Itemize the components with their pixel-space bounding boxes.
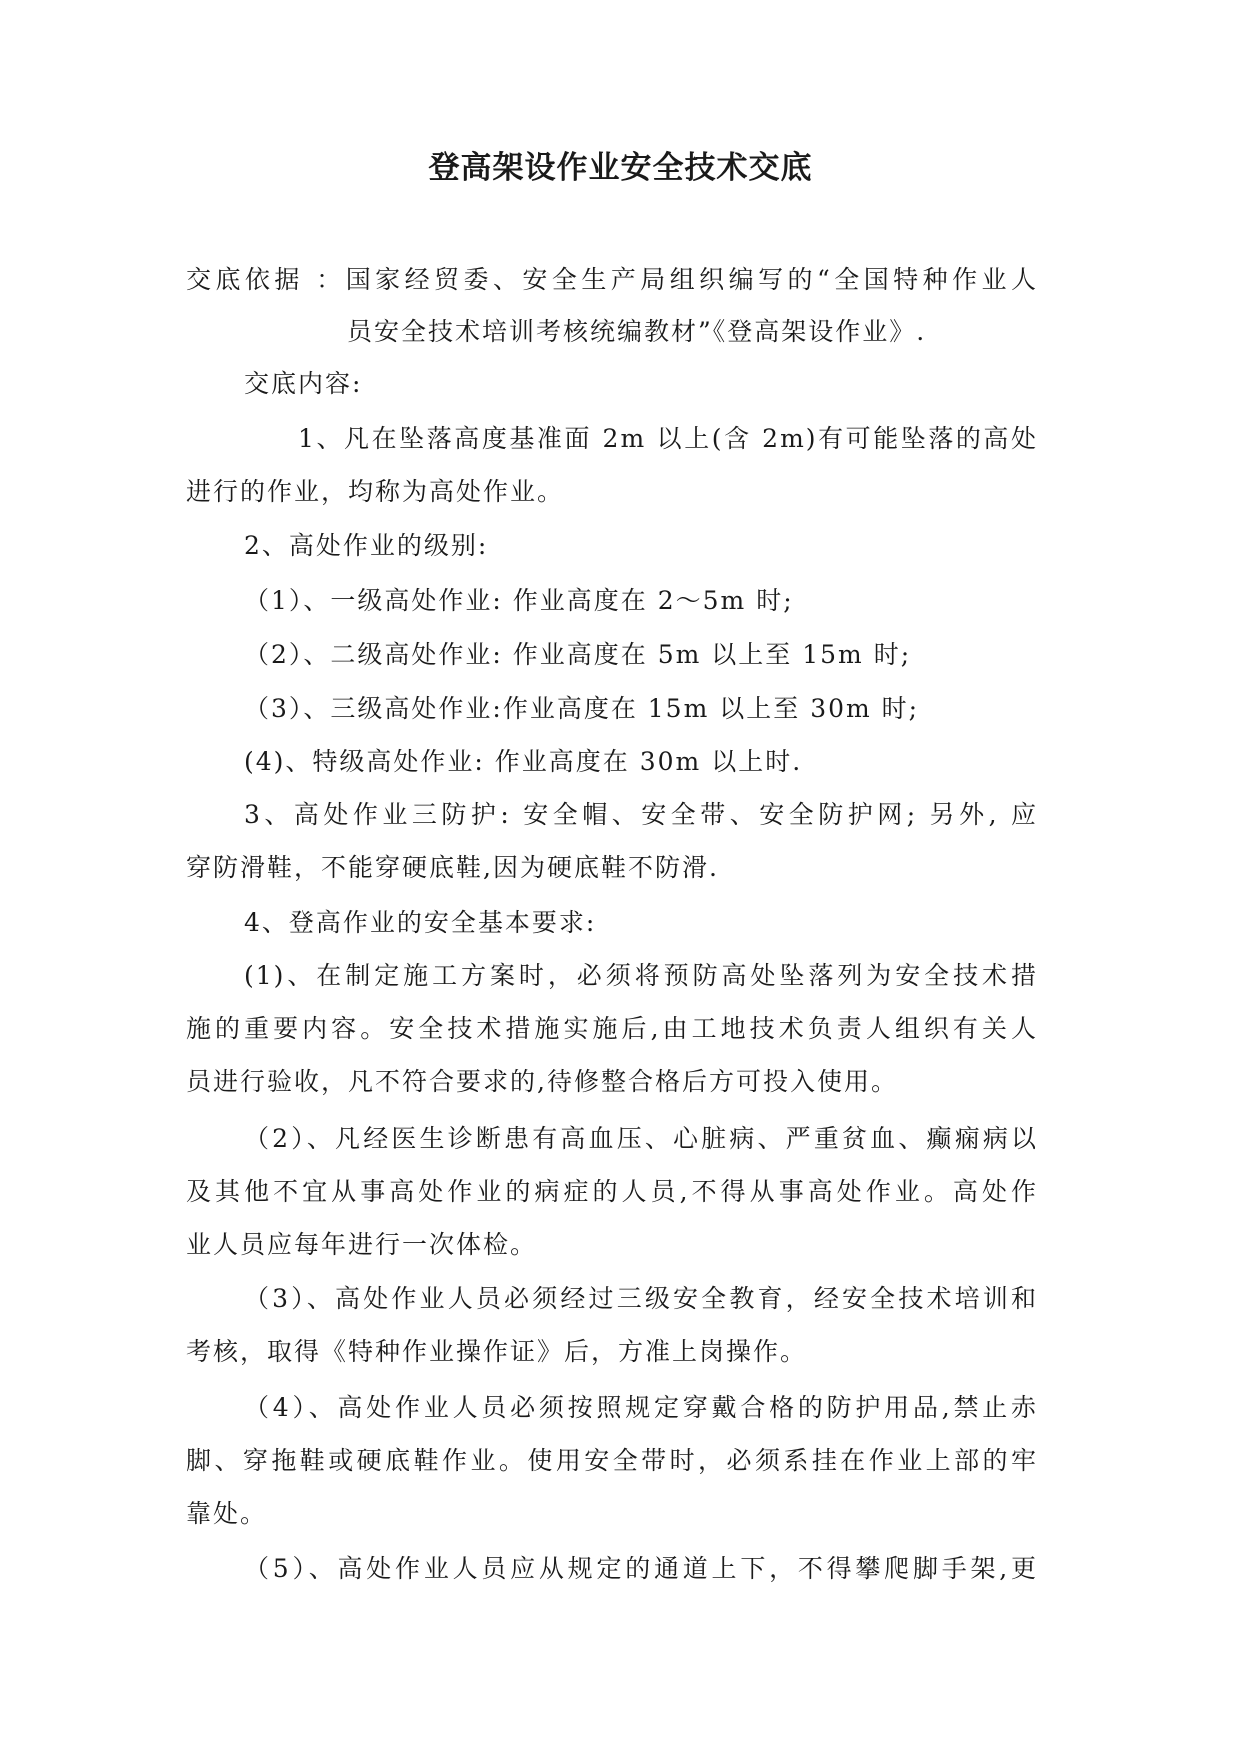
item4-sub5-line-1: （5）、高处作业人员应从规定的通道上下，不得攀爬脚手架,更 xyxy=(244,1554,1038,1583)
item1-line-1: 1、凡在坠落高度基准面 2m 以上(含 2m)有可能坠落的高处 xyxy=(298,424,1038,453)
document-title: 登高架设作业安全技术交底 xyxy=(428,150,813,186)
item4-sub4-line-1: （4）、高处作业人员必须按照规定穿戴合格的防护用品,禁止赤 xyxy=(244,1393,1038,1422)
content-heading: 交底内容: xyxy=(244,369,363,398)
item4-heading: 4、登高作业的安全基本要求: xyxy=(244,908,597,937)
item4-sub4-line-2: 脚、穿拖鞋或硬底鞋作业。使用安全带时，必须系挂在作业上部的牢 xyxy=(186,1446,1038,1475)
item4-sub2-line-2: 及其他不宜从事高处作业的病症的人员,不得从事高处作业。高处作 xyxy=(186,1177,1038,1206)
item2-sub-3: （3）、三级高处作业:作业高度在 15m 以上至 30m 时; xyxy=(244,694,920,723)
item4-sub1-line-1: (1)、在制定施工方案时，必须将预防高处坠落列为安全技术措 xyxy=(244,961,1038,990)
item4-sub3-line-2: 考核，取得《特种作业操作证》后，方准上岗操作。 xyxy=(186,1337,808,1366)
item4-sub2-line-1: （2）、凡经医生诊断患有高血压、心脏病、严重贫血、癫痫病以 xyxy=(244,1124,1038,1153)
item2-heading: 2、高处作业的级别: xyxy=(244,531,489,560)
item1-line-2: 进行的作业，均称为高处作业。 xyxy=(186,477,565,506)
item4-sub4-line-3: 靠处。 xyxy=(186,1499,268,1528)
item4-sub1-line-2: 施的重要内容。安全技术措施实施后,由工地技术负责人组织有关人 xyxy=(186,1014,1038,1043)
item4-sub3-line-1: （3）、高处作业人员必须经过三级安全教育，经安全技术培训和 xyxy=(244,1284,1038,1313)
item2-sub-2: （2）、二级高处作业: 作业高度在 5m 以上至 15m 时; xyxy=(244,640,912,669)
item3-line-1: 3、高处作业三防护: 安全帽、安全带、安全防护网; 另外, 应 xyxy=(244,800,1038,829)
basis-line-2: 员安全技术培训考核统编教材”《登高架设作业》. xyxy=(347,317,927,346)
item2-sub-4: (4)、特级高处作业: 作业高度在 30m 以上时. xyxy=(244,747,803,776)
item3-line-2: 穿防滑鞋，不能穿硬底鞋,因为硬底鞋不防滑. xyxy=(186,853,719,882)
basis-line-1: 交底依据 ：国家经贸委、安全生产局组织编写的“全国特种作业人 xyxy=(186,265,1038,294)
item4-sub1-line-3: 员进行验收，凡不符合要求的,待修整合格后方可投入使用。 xyxy=(186,1067,898,1096)
item4-sub2-line-3: 业人员应每年进行一次体检。 xyxy=(186,1230,538,1259)
item2-sub-1: （1）、一级高处作业: 作业高度在 2～5m 时; xyxy=(244,586,794,615)
